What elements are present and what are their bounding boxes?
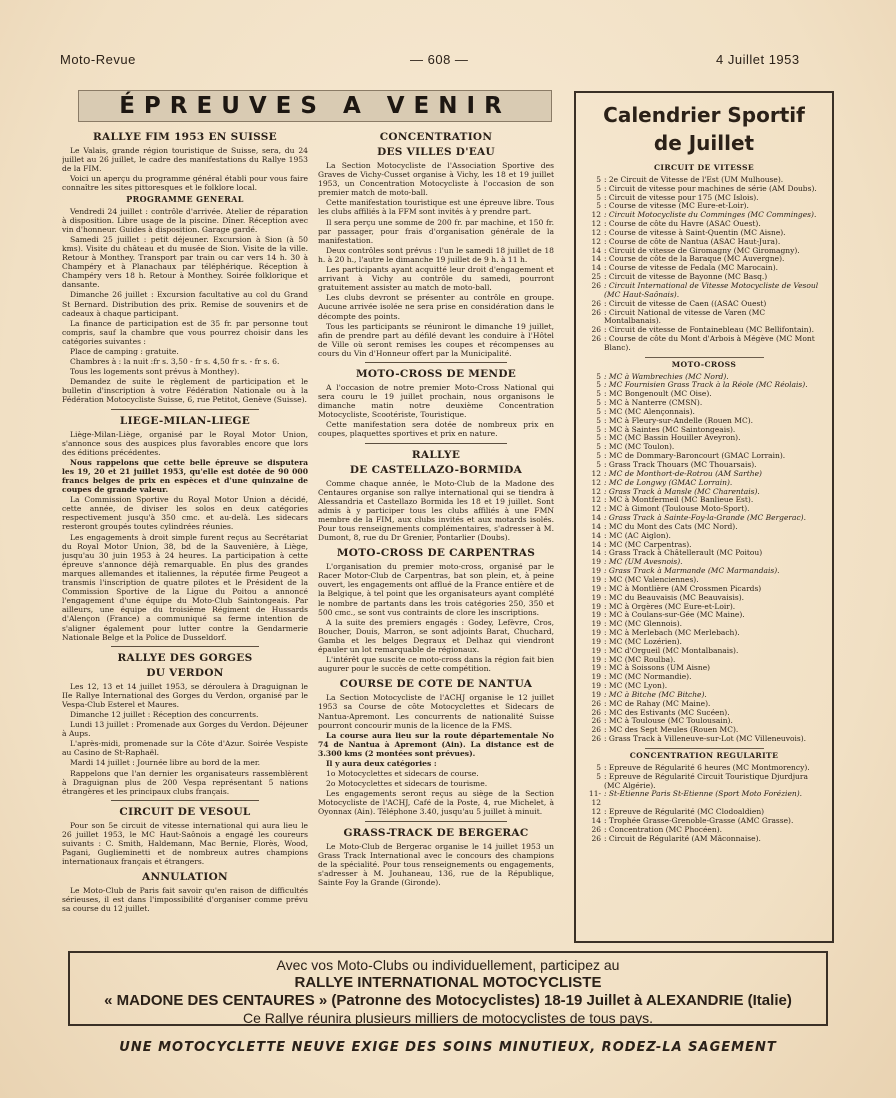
event-description: : Course de côte du Mont d'Arbois à Mégève (MC Mont Blanc).	[604, 334, 815, 352]
event-description: : MC Bongenoult (MC Oise).	[604, 389, 712, 399]
article-text: Liège-Milan-Liège, organisé par le Royal Motor Union, s'annonce sous des auspices plus favorables encore que lors des éditions précédentes.	[62, 429, 308, 457]
event-description: : Grass Track à Mansle (MC Charentais).	[604, 486, 760, 496]
event-date: 5	[596, 460, 601, 469]
event-description: : Course de vitesse (MC Eure-et-Loir).	[604, 201, 749, 211]
event-date: 19	[591, 663, 601, 673]
event-description: : MC du Mont des Cats (MC Nord).	[604, 521, 738, 531]
event-date: 5	[596, 771, 601, 781]
section-banner	[78, 90, 552, 122]
event-date: 5	[596, 442, 601, 452]
event-description: : MC de Longwy (GMAC Lorrain).	[604, 477, 733, 487]
article-text: Les 12, 13 et 14 juillet 1953, se déroulera à Draguignan le IIe Rallye International des Gorges du Verdon, organisé par le Vespa-Club Esterel et Maures.	[62, 681, 308, 709]
event-date: 14	[591, 245, 601, 255]
article-column-1	[62, 126, 308, 938]
event-date: 5	[596, 174, 601, 184]
event-description: : Epreuve de Régularité (MC Clodoaldien)	[604, 807, 765, 817]
article-text: L'après-midi, promenade sur la Côte d'Azur. Soirée Vespiste au Casino de St-Raphaël.	[62, 739, 308, 758]
event-date: 5	[596, 192, 601, 202]
article-text: Le Moto-Club de Bergerac organise le 14 juillet 1953 un Grass Track International avec le concours des champions de la spécialité. Pour tous renseignements ou engagements, s'adresser à M. Jouhaneau, 136, rue de la République, Sainte Foy la Grande (Gironde).	[318, 841, 554, 887]
ad-line-3: « MADONE DES CENTAURES » (Patronne des Motocyclistes) 18-19 Juillet à ALEXANDRIE (Italie)	[104, 992, 792, 1009]
calendar-event	[585, 735, 823, 744]
calendar-section-heading: MOTO-CROSS	[671, 359, 737, 369]
ad-line-4: Ce Rallye réunira plusieurs milliers de motocyclistes de tous pays.	[242, 1010, 654, 1026]
event-description: : MC (MC Valenciennes).	[604, 574, 699, 584]
article-text: Mardi 14 juillet : Journée libre au bord de la mer.	[70, 758, 261, 768]
event-description: : Epreuve de Régularité Circuit Touristique Djurdjura (MC Algérie).	[604, 771, 808, 790]
article-heading: COURSE DE COTE DE NANTUA	[339, 678, 533, 691]
event-date: 26	[591, 307, 601, 317]
event-date: 19	[591, 566, 601, 576]
subheading: PROGRAMME GENERAL	[126, 194, 244, 205]
event-date: 19	[591, 689, 601, 699]
event-date: 19	[591, 610, 601, 620]
issue-date: 4 Juillet 1953	[716, 52, 800, 67]
calendar-title-line1: Calendrier Sportif	[603, 103, 805, 127]
divider	[111, 409, 259, 410]
article-text: Il sera perçu une somme de 200 fr. par machine, et 150 fr. par passager, pour frais d'organisation générale de la manifestation.	[318, 217, 554, 245]
event-date: 12	[591, 486, 601, 496]
event-description: : Grass Track à Châtellerault (MC Poitou)	[604, 548, 763, 558]
article-heading: CONCENTRATION	[379, 131, 493, 143]
event-description: : MC (MC Alençonnais).	[604, 406, 695, 416]
event-description: : Grass Track Thouars (MC Thouarsais).	[604, 460, 757, 469]
event-description: : Grass Track à Marmande (MC Marmandais).	[604, 566, 780, 576]
event-date: 12	[591, 477, 601, 487]
article-text: Nous rappelons que cette belle épreuve se disputera les 19, 20 et 21 juillet 1953, qu'elle est dotée de 90 000 francs belges de prix en espèces et d'une quinzaine de coupes de grande valeur.	[62, 457, 308, 495]
article-text: La Section Motocycliste de l'Association Sportive des Graves de Vichy-Cusset organise à Vichy, les 18 et 19 juillet 1953, un Concentration Motocycliste à l'occasion de son premier match de moto-ball.	[318, 161, 554, 198]
event-description: : MC (MC Lyon).	[604, 681, 668, 691]
event-description: : Circuit de vitesse pour machines de série (AM Doubs).	[604, 183, 817, 193]
article-text: Les engagements à droit simple furent reçus au Secrétariat du Royal Motor Union, 38, bd de la Sauvenière, à Liège, jusqu'au 30 juin 1953 à 24 heures. La participation à cette épreuve s'annonce déjà remarquable. En plus des grandes marques allemandes et italiennes, la réputée firme Peugeot a transmis l'inscription de quatre pilotes et le Président de la Commission Sportive de la Ligue du Poitou a annoncé l'engagement d'une équipe du Moto-Club Saintongeais. Par ailleurs, une équipe du troisième Régiment de Hussards d'Alençon (France) a communiqué sa ferme intention de s'aligner également pour lutter contre la Gendarmerie Nationale Belge et la Police de Dusseldorf.	[62, 532, 308, 642]
event-description: : MC à Coulans-sur-Gée (MC Maine).	[604, 610, 745, 620]
article-text: Samedi 25 juillet : petit déjeuner. Excursion à Sion (à 50 kms). Visite du château et du musée de Sion. Visite de la ville. Retour à Monthey. Transport par train ou car vers 14 h. 30 à Champéry et à Planachaux par téléphérique. Réception à Champéry vers 18 h. Retour à Monthey. Soirée folklorique et dansante.	[62, 234, 308, 290]
ad-line-1: Avec vos Moto-Clubs ou individuellement, participez au	[276, 957, 620, 973]
event-date: 12	[591, 219, 601, 229]
event-description: : MC à Soissons (UM Aisne)	[604, 663, 711, 673]
article-text: Les participants ayant acquitté leur droit d'engagement et arrivant à Vichy au contrôle du samedi, pourront gratuitement assister au match de moto-ball.	[318, 265, 554, 293]
event-date: 12	[591, 495, 601, 505]
event-description: : MC à Fleury-sur-Andelle (Rouen MC).	[604, 415, 754, 425]
event-description: : MC (MC Bassin Houiller Aveyron).	[604, 433, 741, 443]
calendar-event	[585, 309, 823, 327]
article-text: Deux contrôles sont prévus : l'un le samedi 18 juillet de 18 h. à 20 h., l'autre le dimanche 19 juillet de 9 h. à 11 h.	[318, 245, 554, 264]
article-text: Tous les logements sont prévus à Monthey).	[70, 367, 240, 377]
article-text: La finance de participation est de 35 fr. par personne tout compris, sauf la chambre que vous pourrez choisir dans les catégories suivantes :	[62, 318, 308, 346]
event-description: : MC d'Orgueil (MC Montalbanais).	[604, 645, 739, 655]
event-date: 14	[591, 539, 601, 549]
event-description: : Trophée Grasse-Grenoble-Grasse (AMC Grasse).	[604, 815, 794, 825]
article-heading: DU VERDON	[146, 666, 224, 679]
event-date: 5	[596, 201, 601, 211]
event-description: : MC de Dommary-Baroncourt (GMAC Lorrain).	[604, 451, 786, 461]
event-description: : Circuit de Régularité (AM Mâconnaise).	[604, 833, 761, 843]
event-date: 5	[596, 389, 601, 399]
event-date: 26	[591, 325, 601, 335]
calendar-title	[576, 101, 832, 157]
divider	[365, 443, 507, 444]
event-description: : Circuit de vitesse de Fontainebleau (MC Bellifontain).	[604, 325, 814, 335]
article-text: Chambres à : la nuit :fr s. 3,50 - fr s. 4,50 fr s. - fr s. 6.	[70, 357, 280, 367]
event-description: : MC de Rahay (MC Maine).	[604, 698, 711, 708]
event-date: 5	[596, 183, 601, 193]
article-text: La Commission Sportive du Royal Motor Union a décidé, cette année, de diviser les solos en deux catégories respectivement jusqu'à 350 cmc. et au-delà. Les sidecars resteront groupés toutes cylindrées réunies.	[62, 495, 308, 532]
event-date: 5	[596, 398, 601, 408]
event-date: 11-12	[588, 789, 601, 808]
event-description: : MC à Montlière (AM Crossmen Picards)	[604, 583, 762, 593]
event-date: 5	[596, 424, 601, 434]
event-date: 14	[591, 254, 601, 264]
event-description: : MC (MC Roulba).	[604, 654, 676, 664]
magazine-name: Moto-Revue	[60, 52, 136, 67]
event-date: 26	[591, 298, 601, 308]
event-date: 26	[591, 698, 601, 708]
event-description: : MC (UM Avesnois).	[604, 557, 683, 567]
event-description: : Grass Track à Sainte-Foy-la-Grande (MC Bergerac).	[604, 513, 806, 523]
ad-line-2: RALLYE INTERNATIONAL MOTOCYCLISTE	[294, 974, 602, 991]
article-text: Lundi 13 juillet : Promenade aux Gorges du Verdon. Déjeuner à Aups.	[62, 720, 308, 739]
event-description: : Epreuve de Régularité 6 heures (MC Montmorency).	[604, 762, 810, 772]
divider	[365, 821, 507, 822]
event-date: 19	[591, 592, 601, 602]
event-description: : MC (AC Aiglon).	[604, 530, 671, 540]
article-heading: RALLYE FIM 1953 EN SUISSE	[93, 131, 277, 143]
article-text: Dimanche 12 juillet : Réception des concurrents.	[70, 709, 259, 719]
article-text: La Section Motocycliste de l'ACHJ organise le 12 juillet 1953 sa Course de côte Motocyclettes et Sidecars de Nantua-Apremont. Les concurrents de nationalité Suisse pourront concourir munis de la licence de la FMS.	[318, 693, 554, 730]
event-date: 12	[591, 236, 601, 246]
event-date: 19	[591, 681, 601, 691]
event-date: 19	[591, 654, 601, 664]
article-text: Les engagements seront reçus au siège de la Section Motocycliste de l'ACHJ, Café de la Poste, 4, rue Michelet, à Oyonnax (Ain). Téléphone 3.40, jusqu'au 5 juillet à minuit.	[318, 789, 554, 817]
event-description: : MC à Toulouse (MC Toulousain).	[604, 716, 733, 726]
article-heading: GRASS-TRACK DE BERGERAC	[343, 826, 529, 839]
event-date: 5	[596, 762, 601, 772]
footer-slogan: UNE MOTOCYCLETTE NEUVE EXIGE DES SOINS MINUTIEUX, RODEZ-LA SAGEMENT	[119, 1040, 777, 1055]
article-heading: LIEGE-MILAN-LIEGE	[119, 414, 251, 427]
event-date: 19	[591, 619, 601, 629]
event-description: : Grass Track à Villeneuve-sur-Lot (MC Villeneuvois).	[604, 734, 807, 744]
article-text: Tous les participants se réuniront le dimanche 19 juillet, afin de prendre part au défilé devant les conduire à l'Hôtel de Ville où seront remises les coupes et récompenses au cours du Vin d'Honneur offert par la Municipalité.	[318, 321, 554, 358]
event-description: : 2e Circuit de Vitesse de l'Est (UM Mulhouse).	[604, 174, 784, 184]
article-text: Cette manifestation touristique est une épreuve libre. Tous les clubs affiliés à la FFM sont invités à y prendre part.	[318, 198, 554, 217]
event-description: : Circuit de vitesse de Bayonne (MC Basq.)	[604, 272, 768, 282]
event-date: 14	[591, 263, 601, 273]
event-description: : MC (MC Lozérien).	[604, 636, 682, 646]
divider	[111, 646, 259, 647]
event-description: : Circuit Motocycliste du Comminges (MC Comminges).	[604, 210, 817, 220]
article-heading: MOTO-CROSS DE MENDE	[355, 367, 517, 380]
event-description: : Circuit National de vitesse de Varen (MC Montalbanais).	[604, 307, 766, 326]
event-date: 19	[591, 557, 601, 567]
event-date: 19	[591, 583, 601, 593]
event-description: : MC à Orgères (MC Eure-et-Loir).	[604, 601, 736, 611]
event-date: 19	[591, 628, 601, 638]
event-description: : MC du Beauvaisis (MC Beauvaisis).	[604, 592, 745, 602]
event-description: : MC (MC Normandie).	[604, 672, 692, 682]
article-text: A l'occasion de notre premier Moto-Cross National qui sera couru le 19 juillet prochain, nous organisons le dimanche matin notre deuxième Concentration Motocycliste, Scootériste, Touristique.	[318, 382, 554, 420]
event-description: : MC à Bitche (MC Bitche).	[604, 689, 707, 699]
divider	[365, 362, 507, 363]
article-text: Il y aura deux catégories :	[326, 758, 437, 768]
article-heading: RALLYE	[411, 448, 461, 461]
event-description: : St-Etienne Paris St-Etienne (Sport Moto Forézien).	[604, 789, 803, 799]
article-text: Vendredi 24 juillet : contrôle d'arrivée. Atelier de réparation à disposition. Libre usage de la piscine. Dîner. Réception avec vin d'honneur. Guides à disposition. Garage gardé.	[62, 206, 308, 234]
article-text: Place de camping : gratuite.	[70, 346, 179, 356]
event-description: : MC des Estivants (MC Sucéen).	[604, 707, 730, 717]
event-date: 12	[591, 468, 601, 478]
article-text: Cette manifestation sera dotée de nombreux prix en coupes, plaquettes sportives et prix en nature.	[318, 420, 554, 439]
calendar-event	[585, 773, 823, 791]
calendar-list	[576, 157, 832, 843]
event-date: 19	[591, 645, 601, 655]
event-date: 19	[591, 636, 601, 646]
article-text: A la suite des premiers engagés : Godey, Lefèvre, Cros, Boucher, Douis, Marron, se sont adjoints Barat, Chuchard, Gamba et les belges Degraux et Delhaz qui viendront épauler un lot remarquable de régionaux.	[318, 617, 554, 655]
event-date: 26	[591, 280, 601, 290]
sports-calendar	[574, 91, 834, 943]
event-description: : MC à Montfermeil (MC Banlieue Est).	[604, 495, 754, 505]
event-date: 5	[596, 371, 601, 381]
calendar-event	[585, 835, 823, 844]
article-text: L'intérêt que suscite ce moto-cross dans la région fait bien augurer pour le succès de cette compétition.	[318, 655, 554, 674]
event-description: : Course de côte du Havre (ASAC Ouest).	[604, 219, 761, 229]
event-date: 5	[596, 433, 601, 443]
section-divider	[645, 357, 764, 358]
event-description: : MC à Saintes (MC Saintongeais).	[604, 424, 736, 434]
article-heading: CIRCUIT DE VESOUL	[119, 805, 251, 818]
event-date: 12	[591, 227, 601, 237]
event-date: 14	[591, 513, 601, 523]
event-description: : MC Fournisien Grass Track à la Réole (MC Réolais).	[604, 380, 808, 390]
event-description: : Circuit International de Vitesse Motocycliste de Vesoul (MC Haut-Saônais).	[604, 280, 819, 299]
event-description: : MC des Sept Meules (Rouen MC).	[604, 725, 739, 735]
article-text: Les clubs devront se présenter au contrôle en groupe. Aucune arrivée isolée ne sera prise en considération dans le décompte des points.	[318, 293, 554, 321]
article-text: Le Valais, grande région touristique de Suisse, sera, du 24 juillet au 26 juillet, le cadre des manifestations du Rallye 1953 de la FIM.	[62, 146, 308, 174]
event-date: 26	[591, 833, 601, 843]
rally-advertisement	[68, 951, 828, 1026]
event-description: : Course de vitesse de Fedala (MC Marocain).	[604, 263, 779, 273]
calendar-event	[585, 335, 823, 353]
article-heading: MOTO-CROSS DE CARPENTRAS	[336, 547, 536, 560]
event-description: : MC à Wambrechies (MC Nord).	[604, 371, 729, 381]
event-date: 25	[591, 272, 601, 282]
event-date: 26	[591, 734, 601, 744]
event-description: : MC (MC Toulon).	[604, 442, 675, 452]
event-date: 5	[596, 380, 601, 390]
event-date: 12	[591, 807, 601, 817]
event-date: 5	[596, 415, 601, 425]
calendar-section-heading: CONCENTRATION REGULARITE	[629, 751, 779, 760]
article-text: La course aura lieu sur la route départementale No 74 de Nantua à Apremont (Ain). La distance est de 3.300 kms (2 montées sont prévues).	[318, 730, 554, 758]
calendar-event	[585, 790, 823, 808]
event-description: : MC de Monthort-de-Rotrou (AM Sarthe)	[604, 468, 762, 478]
event-date: 5	[596, 406, 601, 416]
article-text: Dimanche 26 juillet : Excursion facultative au col du Grand St Bernard. Distribution des prix. Remise de souvenirs et de cadeaux à chaque participant.	[62, 290, 308, 318]
article-text: 2o Motocyclettes et sidecars de tourisme.	[326, 779, 488, 789]
event-date: 12	[591, 210, 601, 220]
event-date: 26	[591, 716, 601, 726]
event-description: : Circuit de vitesse de Caen ((ASAC Ouest)	[604, 298, 767, 308]
article-text: Pour son 5e circuit de vitesse international qui aura lieu le 26 juillet 1953, le MC Haut-Saônois a engagé les coureurs suivants : C. Smith, Haldemann, Mac Bernie, Florès, Wood, Pagani, Guglieminetti et de nombreux autres champions internationaux français et étrangers.	[62, 820, 308, 867]
event-date: 14	[591, 815, 601, 825]
event-description: : Circuit de vitesse de Giromagny (MC Giromagny).	[604, 245, 800, 255]
calendar-title-line2: de Juillet	[653, 131, 755, 155]
event-description: : MC (MC Glennois).	[604, 619, 683, 629]
calendar-section-heading: CIRCUIT DE VITESSE	[653, 163, 755, 172]
calendar-event	[585, 282, 823, 300]
article-heading: DE CASTELLAZO-BORMIDA	[349, 463, 523, 476]
event-date: 12	[591, 504, 601, 514]
event-date: 26	[591, 707, 601, 717]
page-number: — 608 —	[410, 52, 469, 67]
article-text: Voici un aperçu du programme général établi pour vous faire connaître les sites pittoresques et le folklore local.	[62, 174, 308, 193]
event-description: : MC (MC Carpentras).	[604, 539, 692, 549]
event-date: 14	[591, 521, 601, 531]
event-description: : Course de côte de la Baraque (MC Auvergne).	[604, 254, 785, 264]
event-date: 26	[591, 824, 601, 834]
article-text: Comme chaque année, le Moto-Club de la Madone des Centaures organise son rallye international qui se tiendra à Alessandria et Castellazo Bormida les 18 et 19 juillet. Sont admis à y participer tous les clubs affiliés à une FMN membre de la FIM, aux clubs invités et aux motards isolés. Pour tous renseignements complémentaires, s'adresser à M. Dumont, 8, rue du Dr Grenier, Pontarlier (Doubs).	[318, 478, 554, 543]
article-text: L'organisation du premier moto-cross, organisé par le Racer Motor-Club de Carpentras, bat son plein, et, à peine ouvert, les engagements ont afflué de la France entière et de la Belgique, à tel point que les organisateurs ayant complété le nombre de partants dans les trois catégories 250, 350 et 500 cmc., se sont vus contraints de clore les inscriptions.	[318, 562, 554, 617]
event-description: : MC à Merlebach (MC Merlebach).	[604, 628, 740, 638]
event-description: : MC à Nanterre (CMSN).	[604, 398, 703, 408]
article-text: Le Moto-Club de Paris fait savoir qu'en raison de difficultés sérieuses, il est dans l'impossibilité d'organiser comme prévu sa course du 12 juillet.	[62, 886, 308, 914]
event-date: 5	[596, 451, 601, 461]
event-date: 19	[591, 672, 601, 682]
article-column-2	[318, 126, 554, 938]
event-description: : Circuit de vitesse pour 175 (MC Islois).	[604, 192, 759, 202]
article-heading: RALLYE DES GORGES	[117, 651, 253, 664]
article-text: Rappelons que l'an dernier les organisateurs rassemblèrent à Draguignan plus de 200 Vespa représentant 5 nations étrangères et les principaux clubs français.	[62, 768, 308, 796]
divider	[111, 800, 259, 801]
event-date: 19	[591, 601, 601, 611]
event-date: 14	[591, 548, 601, 558]
article-heading: DES VILLES D'EAU	[377, 146, 495, 158]
event-date: 19	[591, 574, 601, 584]
event-description: : Concentration (MC Phocéen).	[604, 824, 723, 834]
article-heading: ANNULATION	[142, 871, 228, 884]
event-description: : Course de côte de Nantua (ASAC Haut-Jura).	[604, 236, 781, 246]
event-date: 26	[591, 725, 601, 735]
event-description: : MC à Gimont (Toulouse Moto-Sport).	[604, 504, 750, 514]
event-date: 26	[591, 334, 601, 344]
event-description: : Course de vitesse à Saint-Quentin (MC Aisne).	[604, 227, 786, 237]
article-text: 1o Motocyclettes et sidecars de course.	[326, 769, 479, 779]
banner-title: ÉPREUVES A VENIR	[119, 93, 511, 119]
event-date: 14	[591, 530, 601, 540]
section-divider	[645, 748, 764, 749]
article-text: Demandez de suite le règlement de participation et le bulletin d'inscription à votre Fédération Nationale ou à la Fédération Motocycliste Suisse, 6, rue Petitot, Genève (Suisse).	[62, 377, 308, 405]
